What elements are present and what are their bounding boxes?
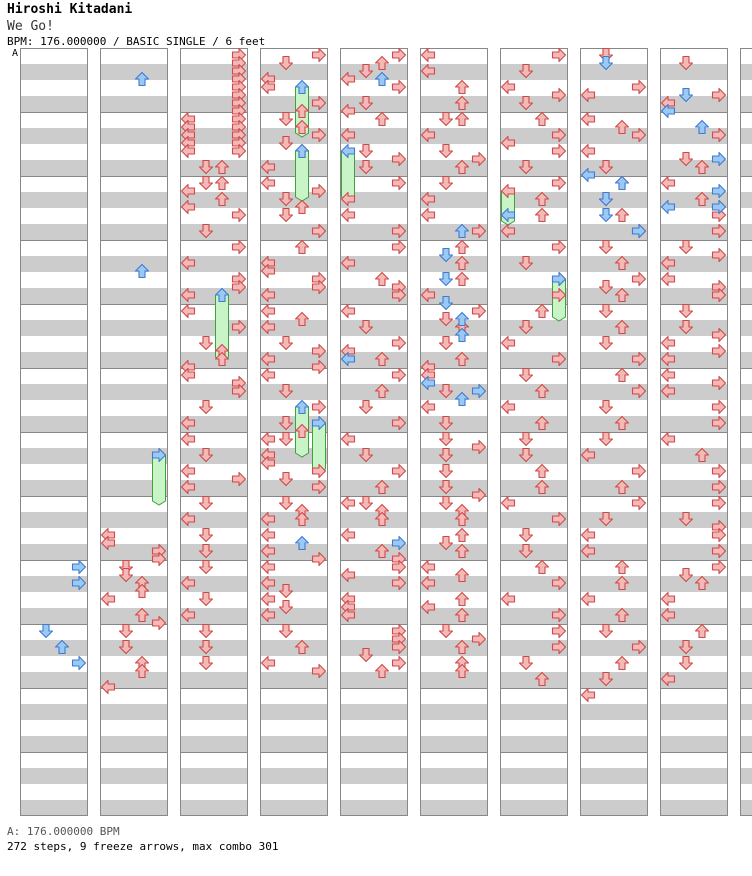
bpm-legend: A: 176.000000 BPM bbox=[7, 825, 120, 838]
chart-column bbox=[580, 48, 648, 820]
freeze-arrow-right bbox=[153, 455, 166, 505]
bpm-marker-label: A bbox=[12, 48, 19, 59]
chart-column bbox=[20, 48, 88, 820]
artist-name: Hiroshi Kitadani bbox=[7, 2, 133, 17]
chart-column bbox=[500, 48, 568, 820]
chart-column bbox=[180, 48, 248, 820]
chart-column bbox=[740, 48, 752, 820]
chart-column bbox=[100, 48, 168, 820]
song-title: We Go! bbox=[7, 19, 54, 34]
chart-info: BPM: 176.000000 / BASIC SINGLE / 6 feet bbox=[7, 35, 266, 48]
step-stats: 272 steps, 9 freeze arrows, max combo 301 bbox=[7, 840, 279, 853]
chart-column bbox=[660, 48, 728, 820]
freeze-arrow-up bbox=[296, 151, 309, 201]
chart-column bbox=[420, 48, 488, 820]
